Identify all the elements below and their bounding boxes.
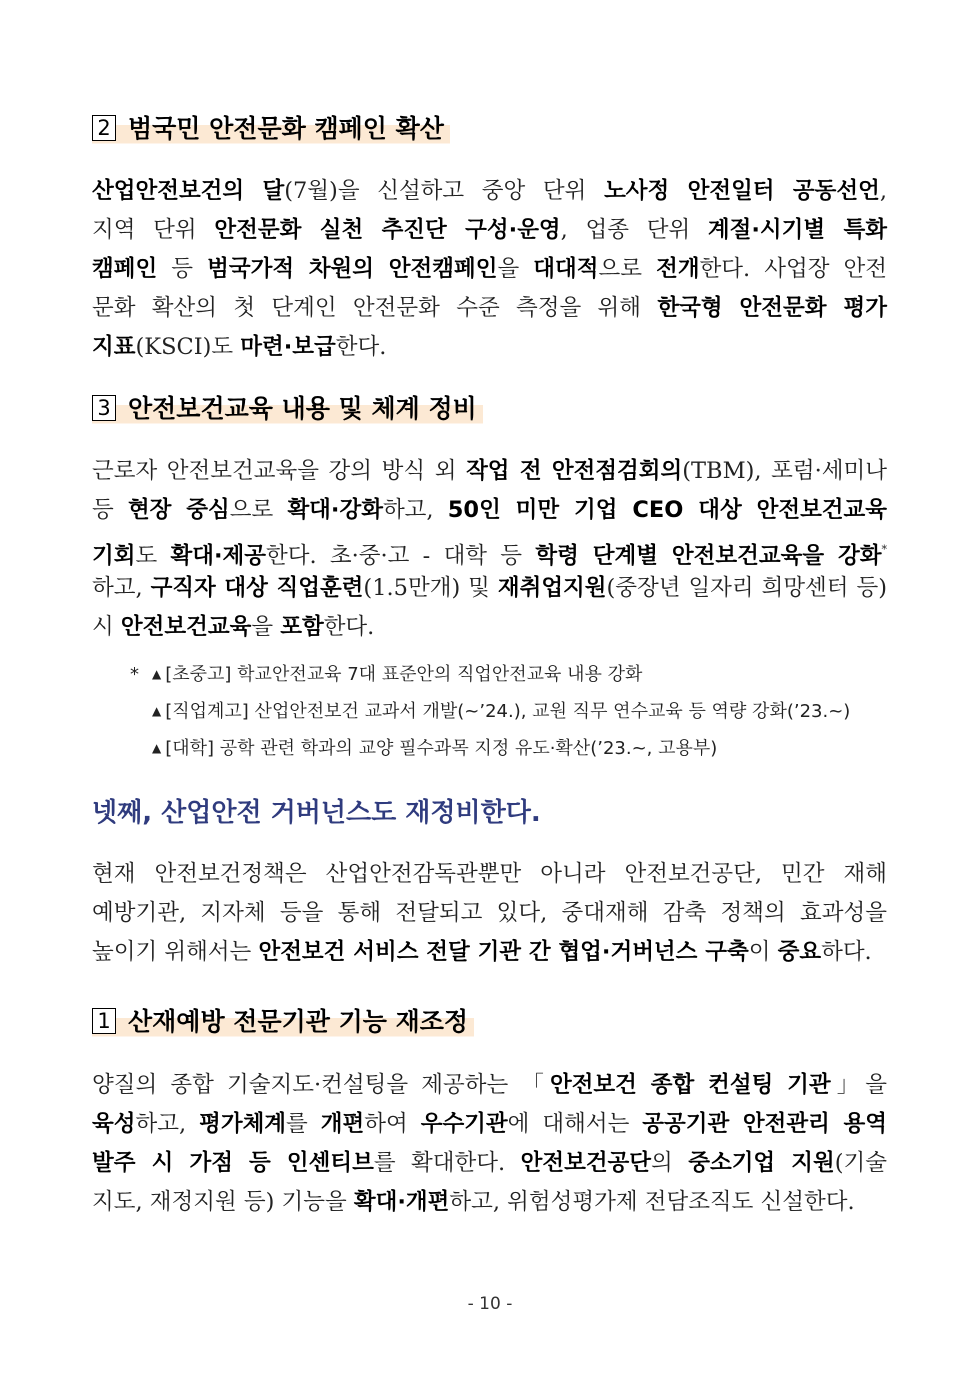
text-line — [92, 328, 887, 367]
section-number-box: 2 — [92, 115, 116, 141]
text-line — [92, 894, 887, 933]
text-run: 한다. — [335, 334, 387, 360]
text-run: 의 — [651, 1150, 689, 1176]
text-run: 등 — [92, 497, 128, 523]
footnote-marker: * — [130, 664, 139, 685]
bold-text: 캠페인 — [92, 256, 158, 282]
text-run: 으로 — [229, 497, 288, 523]
section-number-box: 3 — [92, 395, 116, 421]
bold-text: 안전보건 서비스 전달 기관 간 협업·거버넌스 구축 — [258, 939, 749, 965]
text-line — [92, 211, 887, 250]
part-heading-governance: 넷째, 산업안전 거버넌스도 재정비한다. — [92, 798, 541, 828]
text-run: 한다. 초·중·고 - 대학 등 — [266, 543, 536, 569]
bold-text: 확대·강화 — [287, 497, 383, 523]
text-run: 지도, 재정지원 등) 기능을 — [92, 1189, 354, 1215]
bold-text: 기회 — [92, 543, 136, 569]
bold-text: 개편 — [320, 1111, 365, 1137]
text-run: * — [881, 543, 887, 556]
text-run: 현재 안전보건정책은 산업안전감독관뿐만 아니라 안전보건공단, 민간 재해 — [92, 861, 887, 887]
section-heading-campaign — [92, 112, 450, 146]
text-run: 높이기 위해서는 — [92, 939, 259, 965]
bold-text: 우수기관 — [420, 1111, 508, 1137]
footnote-item: * ▲ [초중고] 학교안전교육 7대 표준안의 직업안전교육 내용 강화 — [130, 656, 850, 693]
text-run: 를 — [286, 1111, 321, 1137]
text-run: 」을 — [830, 1072, 887, 1098]
text-line — [92, 569, 887, 608]
bold-text: 확대·개편 — [353, 1189, 450, 1215]
text-run: 하고, — [135, 1111, 200, 1137]
bold-text: 50인 미만 기업 CEO 대상 안전보건교육 — [447, 497, 888, 523]
bold-text: 전개 — [656, 256, 700, 282]
footnote-item: ▲ [대학] 공학 관련 학과의 교양 필수과목 지정 유도·확산(’23.~, 고용부) — [152, 738, 718, 759]
text-line — [92, 530, 887, 569]
bold-text: 안전보건공단 — [520, 1150, 652, 1176]
text-run: 하고, — [92, 575, 151, 601]
bold-text: 대대적 — [533, 256, 599, 282]
text-run: 을 — [251, 614, 281, 640]
text-run: (7월)을 신설하고 중앙 단위 — [284, 178, 605, 204]
text-run: 이 — [748, 939, 778, 965]
text-run: 시 — [92, 614, 121, 640]
section-title: 산재예방 전문기관 기능 재조정 — [128, 1007, 469, 1036]
text-run: (중장년 일자리 희망센터 등) — [606, 575, 887, 601]
text-run: 에 대해서는 — [507, 1111, 643, 1137]
text-line — [92, 855, 887, 894]
text-run: 한다. 사업장 안전 — [699, 256, 888, 282]
text-run: 도 — [135, 543, 171, 569]
bold-text: 작업 전 안전점검회의 — [466, 458, 683, 484]
bold-text: 육성 — [92, 1111, 136, 1137]
bold-text: 노사정 안전일터 공동선언 — [604, 178, 880, 204]
text-run: 하여 — [364, 1111, 421, 1137]
text-line — [92, 1144, 887, 1183]
text-run: 양질의 종합 기술지도·컨설팅을 제공하는 「 — [92, 1072, 550, 1098]
bold-text: 포함 — [280, 614, 324, 640]
triangle-bullet-icon: ▲ — [152, 667, 162, 681]
bold-text: 지표 — [92, 334, 136, 360]
text-line — [92, 452, 887, 491]
paragraph-institutions — [92, 1066, 887, 1222]
text-run: 예방기관, 지자체 등을 통해 전달되고 있다, 중대재해 감축 정책의 효과성을 — [92, 900, 887, 926]
text-line — [92, 289, 887, 328]
section-heading-education — [92, 392, 483, 426]
text-run: 하다. — [821, 939, 872, 965]
text-run: 으로 — [598, 256, 657, 282]
text-line — [92, 491, 887, 530]
text-line — [92, 933, 887, 972]
triangle-bullet-icon: ▲ — [152, 704, 162, 718]
bold-text: 산업안전보건의 달 — [92, 178, 285, 204]
text-line — [92, 172, 887, 211]
text-line — [92, 608, 887, 647]
text-run: , 업종 단위 — [560, 217, 708, 243]
bold-text: 구직자 대상 직업훈련 — [150, 575, 364, 601]
section-heading-institutions — [92, 1005, 474, 1039]
text-run: (TBM), 포럼·세미나 — [682, 458, 887, 484]
text-run: 하고, 위험성평가제 전담조직도 신설한다. — [449, 1189, 855, 1215]
text-line — [92, 1066, 887, 1105]
text-run: 지역 단위 — [92, 217, 215, 243]
text-run: 를 확대한다. — [373, 1150, 521, 1176]
text-run: , — [879, 178, 887, 204]
bold-text: 중소기업 지원 — [688, 1150, 835, 1176]
text-run: 을 — [497, 256, 534, 282]
footnote-list — [130, 656, 850, 767]
section-title: 안전보건교육 내용 및 체계 정비 — [128, 394, 477, 423]
paragraph-campaign — [92, 172, 887, 367]
text-run: 문화 확산의 첫 단계인 안전문화 수준 측정을 위해 — [92, 295, 658, 321]
bold-text: 현장 중심 — [127, 497, 230, 523]
text-run: 한다. — [323, 614, 375, 640]
text-run: 근로자 안전보건교육을 강의 방식 외 — [92, 458, 467, 484]
text-run: 등 — [157, 256, 208, 282]
bold-text: 한국형 안전문화 평가 — [657, 295, 887, 321]
bold-text: 중요 — [777, 939, 822, 965]
section-number-box: 1 — [92, 1008, 116, 1034]
bold-text: 안전문화 실천 추진단 구성·운영 — [214, 217, 561, 243]
bold-text: 재취업지원 — [497, 575, 607, 601]
bold-text: 범국가적 차원의 안전캠페인 — [207, 256, 498, 282]
bold-text: 계절·시기별 특화 — [707, 217, 887, 243]
text-line — [92, 1105, 887, 1144]
bold-text: 평가체계 — [199, 1111, 287, 1137]
bold-text: 마련·보급 — [240, 334, 336, 360]
text-line — [92, 250, 887, 289]
paragraph-education — [92, 452, 887, 647]
bold-text: 발주 시 가점 등 인센티브 — [92, 1150, 374, 1176]
section-title: 범국민 안전문화 캠페인 확산 — [128, 114, 444, 143]
text-line — [92, 1183, 887, 1222]
bold-text: 확대·제공 — [170, 543, 266, 569]
text-run: (기술 — [834, 1150, 888, 1176]
text-run: (KSCI)도 — [135, 334, 241, 360]
text-run: (1.5만개) 및 — [363, 575, 498, 601]
footnote-item: ▲ [직업계고] 산업안전보건 교과서 개발(~’24.), 교원 직무 연수교육 등 역량 강화(’23.~) — [152, 701, 851, 722]
bold-text: 안전보건교육 — [120, 614, 252, 640]
text-run: 하고, — [382, 497, 448, 523]
paragraph-governance — [92, 855, 887, 972]
triangle-bullet-icon: ▲ — [152, 741, 162, 755]
bold-text: 안전보건 종합 컨설팅 기관 — [549, 1072, 831, 1098]
page-number: - 10 - — [467, 1294, 513, 1314]
bold-text: 학령 단계별 안전보건교육을 강화 — [535, 543, 882, 569]
bold-text: 공공기관 안전관리 용역 — [642, 1111, 887, 1137]
